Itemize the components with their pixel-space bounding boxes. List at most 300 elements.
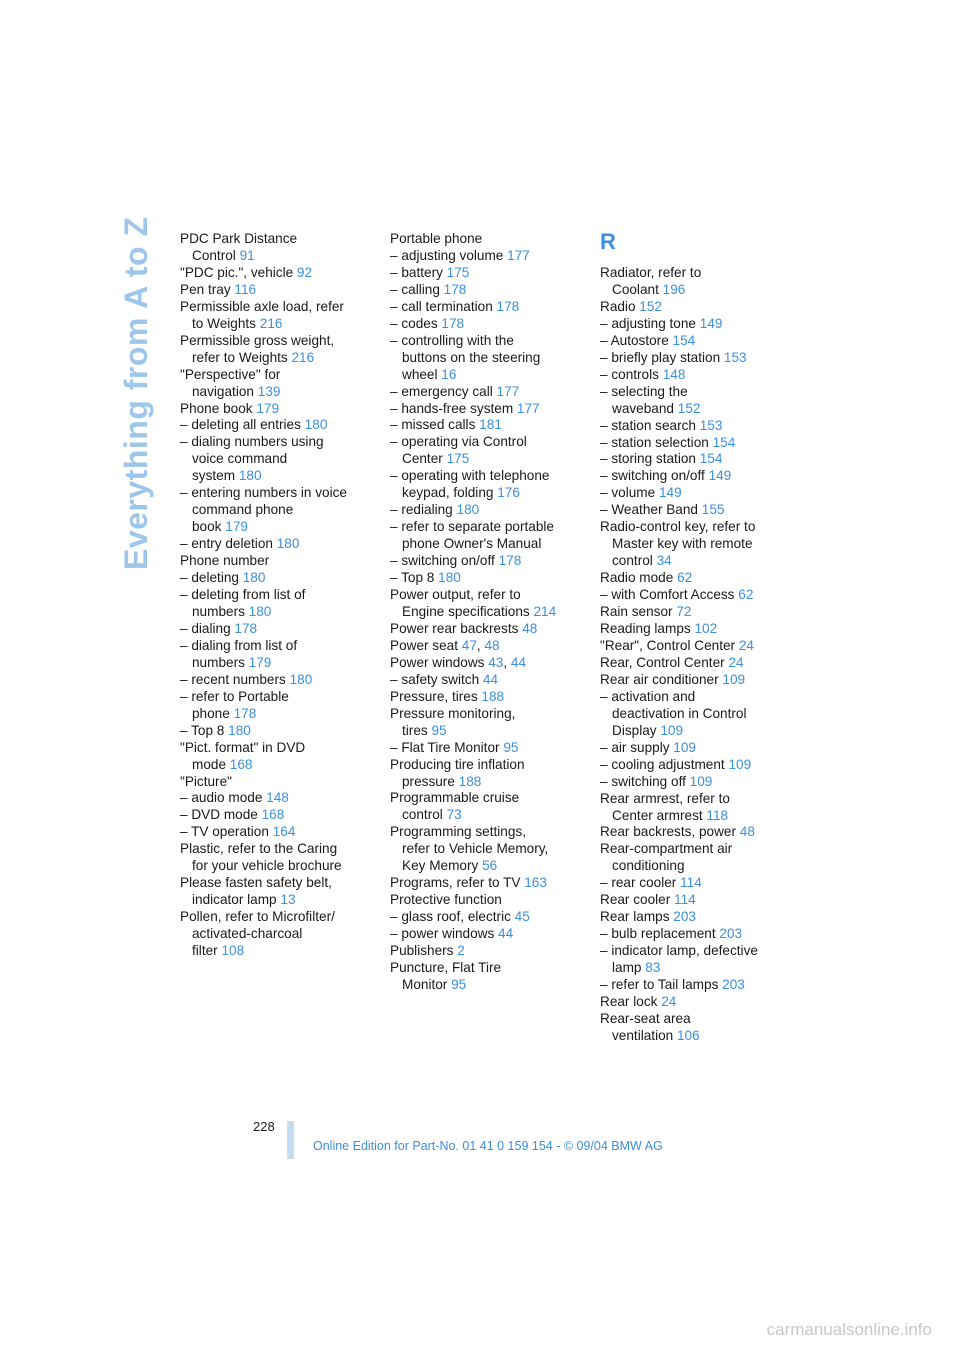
index-entry-text: – operating via Control bbox=[390, 434, 527, 450]
index-entry-text: – calling bbox=[390, 281, 440, 297]
page-reference-link[interactable]: 109 bbox=[656, 722, 684, 738]
index-entry-text: deactivation in Control bbox=[612, 705, 747, 721]
page-reference-link[interactable]: 203 bbox=[715, 926, 743, 942]
index-entry-text: PDC Park Distance bbox=[180, 231, 298, 246]
page-reference-link[interactable]: 44 bbox=[494, 926, 514, 942]
index-entry-text: – emergency call bbox=[390, 383, 493, 399]
chapter-side-title bbox=[118, 216, 158, 570]
page-reference-link[interactable]: 203 bbox=[718, 977, 745, 993]
index-entry bbox=[600, 875, 790, 892]
index-entry-text: buttons on the steering bbox=[402, 349, 541, 365]
page-reference-link[interactable]: 153 bbox=[720, 349, 747, 365]
index-entry bbox=[600, 1011, 790, 1045]
index-entry-text: – deleting from list of bbox=[180, 587, 306, 603]
page-reference-link[interactable]: 180 bbox=[452, 502, 480, 518]
page-reference-link[interactable]: 48 bbox=[736, 824, 755, 840]
page-reference-link[interactable]: 102 bbox=[690, 621, 718, 637]
index-entry bbox=[600, 977, 790, 994]
page-reference-link[interactable]: 163 bbox=[520, 875, 547, 891]
index-entry bbox=[390, 384, 580, 401]
index-entry-text: ventilation bbox=[612, 1027, 674, 1043]
index-entry-text: for your vehicle brochure bbox=[192, 858, 342, 874]
index-entry-text: "Perspective" for bbox=[180, 366, 281, 382]
page-reference-link[interactable]: 179 bbox=[252, 400, 280, 416]
page-reference-link[interactable]: 95 bbox=[499, 739, 519, 755]
index-entry bbox=[180, 282, 370, 299]
page-reference-link[interactable]: 164 bbox=[268, 824, 296, 840]
index-entry bbox=[180, 553, 370, 570]
page-reference-link[interactable]: 48 bbox=[518, 620, 538, 636]
index-entry-text: Master key with remote bbox=[612, 536, 753, 552]
index-entry-text: Phone number bbox=[180, 553, 270, 569]
page-reference-link[interactable]: 95 bbox=[447, 976, 467, 992]
page-reference-link[interactable]: 178 bbox=[229, 705, 257, 721]
page-reference-link[interactable]: 177 bbox=[503, 247, 530, 263]
index-entry-text: Rear air conditioner bbox=[600, 671, 719, 687]
index-entry-text: "Picture" bbox=[180, 773, 232, 789]
index-entry-text: Reading lamps bbox=[600, 621, 691, 637]
index-entry-text: – power windows bbox=[390, 926, 495, 942]
page-reference-link[interactable]: 155 bbox=[698, 502, 725, 518]
index-entry-text: Power seat bbox=[390, 637, 459, 653]
index-entry-text: navigation bbox=[192, 383, 254, 399]
index-entry bbox=[600, 350, 790, 367]
index-entry-text: Rain sensor bbox=[600, 604, 673, 620]
page-reference-link[interactable]: 175 bbox=[442, 264, 470, 280]
index-entry bbox=[600, 604, 790, 621]
page-reference-link[interactable]: 45 bbox=[510, 909, 530, 925]
page-reference-link[interactable]: 180 bbox=[285, 671, 313, 687]
index-entry bbox=[180, 434, 370, 485]
page-reference-link[interactable]: 24 bbox=[657, 993, 677, 1009]
index-entry-text: – codes bbox=[390, 315, 438, 331]
page-reference-link[interactable]: 149 bbox=[696, 315, 723, 331]
index-entry-text: Rear lamps bbox=[600, 909, 670, 925]
index-entry bbox=[600, 926, 790, 943]
page-reference-link[interactable]: 44 bbox=[507, 654, 527, 670]
index-entry-text: – selecting the bbox=[600, 383, 688, 399]
index-entry bbox=[390, 740, 580, 757]
index-entry bbox=[600, 485, 790, 502]
index-entry-text: – volume bbox=[600, 485, 656, 501]
page-reference-link[interactable]: 24 bbox=[724, 654, 744, 670]
page-reference-link[interactable]: 56 bbox=[478, 858, 498, 874]
page-reference-link[interactable]: 180 bbox=[238, 570, 266, 586]
index-entry bbox=[390, 299, 580, 316]
index-entry bbox=[390, 587, 580, 621]
index-entry-text: Power output, refer to bbox=[390, 587, 521, 603]
index-entry-text: conditioning bbox=[612, 858, 685, 874]
index-entry bbox=[390, 875, 580, 892]
index-entry bbox=[390, 960, 580, 994]
index-entry-text: command phone bbox=[192, 502, 294, 518]
index-entry-text: – storing station bbox=[600, 451, 696, 467]
index-entry-text: – Flat Tire Monitor bbox=[390, 739, 500, 755]
index-entry bbox=[600, 333, 790, 350]
index-entry-text: Power rear backrests bbox=[390, 620, 519, 636]
index-entry bbox=[600, 774, 790, 791]
page-reference-link[interactable]: 95 bbox=[427, 722, 447, 738]
index-entry-text: Rear lock bbox=[600, 993, 658, 1009]
chapter-title-text: Everything from A to Z bbox=[118, 216, 154, 570]
index-entry-text: – rear cooler bbox=[600, 875, 677, 891]
index-entry-text: indicator lamp bbox=[192, 892, 277, 908]
page-reference-link[interactable]: 188 bbox=[454, 773, 482, 789]
index-entry bbox=[600, 909, 790, 926]
index-entry-text: – battery bbox=[390, 264, 443, 280]
index-entry-text: Please fasten safety belt, bbox=[180, 875, 332, 891]
page-reference-link[interactable]: 149 bbox=[655, 485, 682, 501]
index-entry bbox=[180, 333, 370, 367]
page-reference-link[interactable]: 179 bbox=[221, 519, 248, 535]
index-entry-text: Center armrest bbox=[612, 807, 703, 823]
page-reference-link[interactable]: 92 bbox=[293, 264, 313, 280]
index-entry-text: – air supply bbox=[600, 739, 670, 755]
page-reference-link[interactable]: 180 bbox=[300, 417, 328, 433]
index-entry-text: – DVD mode bbox=[180, 807, 258, 823]
index-entry-text: – switching on/off bbox=[390, 553, 495, 569]
index-entry-text: – operating with telephone bbox=[390, 468, 550, 484]
index-entry bbox=[180, 909, 370, 960]
index-entry: Power windows 43, 44 bbox=[390, 654, 527, 670]
index-entry-text: Pressure, tires bbox=[390, 688, 478, 704]
index-entry bbox=[390, 790, 580, 824]
index-entry bbox=[390, 502, 580, 519]
index-entry bbox=[180, 570, 370, 587]
index-entry-text: – controls bbox=[600, 366, 659, 382]
index-entry-text: – station search bbox=[600, 417, 696, 433]
page-reference-link[interactable]: 168 bbox=[226, 756, 253, 772]
index-entry-text: – dialing from list of bbox=[180, 637, 298, 653]
page-reference-link[interactable]: 109 bbox=[685, 773, 713, 789]
page-reference-link[interactable]: 83 bbox=[641, 960, 661, 976]
page-reference-link[interactable]: 149 bbox=[704, 468, 732, 484]
page-reference-link[interactable]: 154 bbox=[668, 332, 696, 348]
index-entry bbox=[180, 231, 370, 265]
index-entry bbox=[390, 570, 580, 587]
index-entry-text: – Top 8 bbox=[390, 570, 435, 586]
page-reference-link[interactable]: 152 bbox=[635, 298, 662, 314]
page-reference-link[interactable]: 176 bbox=[493, 485, 520, 501]
index-entry-text: Permissible gross weight, bbox=[180, 332, 335, 348]
index-entry-text: lamp bbox=[612, 960, 642, 976]
index-entry-text: – dialing bbox=[180, 620, 231, 636]
index-entry-text: – TV operation bbox=[180, 824, 269, 840]
index-entry-text: Coolant bbox=[612, 281, 659, 297]
index-entry-text: filter bbox=[192, 943, 218, 959]
page-reference-link[interactable]: 178 bbox=[494, 553, 522, 569]
index-entry bbox=[180, 417, 370, 434]
index-entry-text: Power windows bbox=[390, 654, 485, 670]
index-entry-text: "Rear", Control Center bbox=[600, 637, 736, 653]
index-entry-text: – switching on/off bbox=[600, 468, 705, 484]
index-entry-text: activated-charcoal bbox=[192, 926, 303, 942]
index-entry bbox=[600, 943, 790, 977]
index-entry-text: – switching off bbox=[600, 773, 686, 789]
index-entry bbox=[180, 367, 370, 401]
index-entry bbox=[390, 519, 580, 553]
index-entry-text: Radio bbox=[600, 298, 636, 314]
page-reference-link[interactable]: 177 bbox=[492, 383, 520, 399]
page-reference-link[interactable]: 16 bbox=[437, 366, 457, 382]
index-entry bbox=[180, 841, 370, 875]
index-entry bbox=[600, 587, 790, 604]
index-entry-text: Radiator, refer to bbox=[600, 265, 702, 280]
page-reference-link[interactable]: 47 bbox=[458, 637, 477, 653]
index-entry bbox=[180, 807, 370, 824]
page-reference-link[interactable]: 181 bbox=[475, 417, 502, 433]
index-entry bbox=[390, 553, 580, 570]
page-reference-link[interactable]: 118 bbox=[702, 807, 729, 823]
index-entry-text: – entering numbers in voice bbox=[180, 485, 347, 501]
index-entry-text: tires bbox=[402, 722, 428, 738]
index-entry-text: Key Memory bbox=[402, 858, 479, 874]
index-entry bbox=[600, 740, 790, 757]
index-column-1 bbox=[180, 231, 370, 960]
page-reference-link[interactable]: 216 bbox=[255, 315, 283, 331]
index-entry-text: control bbox=[402, 807, 443, 823]
index-entry bbox=[600, 841, 790, 875]
index-entry-text: – audio mode bbox=[180, 790, 263, 806]
page-reference-link[interactable]: 179 bbox=[244, 654, 272, 670]
index-entry bbox=[390, 434, 580, 468]
index-entry bbox=[180, 740, 370, 774]
index-entry-text: Programmable cruise bbox=[390, 790, 520, 806]
index-entry bbox=[180, 485, 370, 536]
page-reference-link[interactable]: 175 bbox=[442, 451, 470, 467]
index-entry-text: Rear-seat area bbox=[600, 1010, 691, 1026]
page-reference-link[interactable]: 62 bbox=[734, 587, 754, 603]
index-entry bbox=[600, 468, 790, 485]
index-entry-text: Publishers bbox=[390, 943, 454, 959]
page-reference-link[interactable]: 153 bbox=[695, 417, 723, 433]
index-entry-text: Pressure monitoring, bbox=[390, 705, 516, 721]
index-entry-text: voice command bbox=[192, 451, 288, 467]
page-reference-link[interactable]: 108 bbox=[217, 943, 245, 959]
page-reference-link[interactable]: 154 bbox=[708, 434, 736, 450]
page-reference-link[interactable]: 188 bbox=[477, 688, 505, 704]
index-entry: Power seat 47, 48 bbox=[390, 637, 500, 653]
page-reference-link[interactable]: 109 bbox=[718, 671, 746, 687]
index-entry-text: "PDC pic.", vehicle bbox=[180, 264, 294, 280]
index-entry bbox=[390, 265, 580, 282]
page-reference-link[interactable]: 180 bbox=[272, 536, 300, 552]
page-reference-link[interactable]: 139 bbox=[253, 383, 281, 399]
index-entry-text: refer to Weights bbox=[192, 349, 288, 365]
index-entry-text: Monitor bbox=[402, 976, 448, 992]
page-reference-link[interactable]: 62 bbox=[673, 570, 693, 586]
page-reference-link[interactable]: 168 bbox=[257, 807, 285, 823]
page-reference-link[interactable]: 148 bbox=[262, 790, 289, 806]
index-entry bbox=[180, 723, 370, 740]
index-entry-text: – with Comfort Access bbox=[600, 587, 735, 603]
index-entry-text: – station selection bbox=[600, 434, 709, 450]
index-entry-text: Control bbox=[192, 247, 236, 263]
index-entry bbox=[180, 689, 370, 723]
index-entry bbox=[180, 774, 370, 791]
index-entry-text: mode bbox=[192, 756, 227, 772]
page-reference-link[interactable]: 180 bbox=[244, 603, 272, 619]
index-entry bbox=[600, 519, 790, 570]
footer-edition-note: Online Edition for Part-No. 01 41 0 159 154 - © 09/04 BMW AG bbox=[313, 1139, 663, 1153]
index-entry-text: Rear backrests, power bbox=[600, 824, 736, 840]
index-entry-text: – bulb replacement bbox=[600, 926, 716, 942]
index-entry bbox=[600, 892, 790, 909]
index-entry-text: – deleting bbox=[180, 570, 239, 586]
index-entry bbox=[390, 706, 580, 740]
index-entry-text: Rear, Control Center bbox=[600, 654, 725, 670]
index-entry bbox=[390, 621, 580, 638]
index-entry-text: – missed calls bbox=[390, 417, 476, 433]
page-reference-link[interactable]: 180 bbox=[235, 468, 262, 484]
page-reference-link[interactable]: 216 bbox=[287, 349, 315, 365]
index-entry-text: numbers bbox=[192, 654, 245, 670]
index-entry bbox=[180, 265, 370, 282]
page-reference-link[interactable]: 72 bbox=[672, 604, 692, 620]
page-reference-link[interactable]: 196 bbox=[658, 281, 686, 297]
page-reference-link[interactable]: 48 bbox=[480, 637, 500, 653]
index-entry-text: – adjusting tone bbox=[600, 315, 696, 331]
index-entry-text: wheel bbox=[402, 366, 438, 382]
index-entry-text: waveband bbox=[612, 400, 674, 416]
index-entry bbox=[600, 672, 790, 689]
index-entry bbox=[390, 333, 580, 384]
index-entry-text: Rear-compartment air bbox=[600, 841, 733, 857]
index-entry-text: – Weather Band bbox=[600, 502, 698, 518]
index-entry bbox=[390, 248, 580, 265]
index-entry-text: Radio-control key, refer to bbox=[600, 519, 756, 535]
index-entry bbox=[600, 638, 790, 655]
site-watermark: carmanualsonline.info bbox=[766, 1320, 932, 1339]
page-reference-link[interactable]: 214 bbox=[529, 603, 557, 619]
index-entry-text: Producing tire inflation bbox=[390, 756, 525, 772]
page-reference-link[interactable]: 34 bbox=[652, 553, 672, 569]
index-entry-text: – hands-free system bbox=[390, 400, 514, 416]
index-entry-text: – entry deletion bbox=[180, 536, 273, 552]
page-number: 228 bbox=[253, 1119, 275, 1134]
index-entry-text: – safety switch bbox=[390, 671, 480, 687]
page-reference-link[interactable]: 116 bbox=[230, 281, 257, 297]
page-reference-link[interactable]: 114 bbox=[670, 892, 696, 908]
page-reference-link[interactable]: 154 bbox=[695, 451, 723, 467]
index-entry-text: Plastic, refer to the Caring bbox=[180, 841, 338, 857]
index-entry bbox=[180, 299, 370, 333]
index-entry bbox=[600, 994, 790, 1011]
index-entry-text: Programs, refer to TV bbox=[390, 875, 521, 891]
index-entry bbox=[600, 435, 790, 452]
index-entry bbox=[600, 621, 790, 638]
page-reference-link[interactable]: 109 bbox=[669, 739, 696, 755]
index-entry-text: control bbox=[612, 553, 653, 569]
index-entry bbox=[600, 367, 790, 384]
page-reference-link[interactable]: 2 bbox=[453, 943, 465, 959]
page-reference-link[interactable]: 148 bbox=[658, 366, 686, 382]
page-reference-link[interactable]: 180 bbox=[434, 570, 461, 586]
index-entry bbox=[180, 875, 370, 909]
index-entry-text: Protective function bbox=[390, 892, 502, 908]
index-entry-text: Engine specifications bbox=[402, 603, 530, 619]
page-reference-link[interactable]: 106 bbox=[673, 1027, 700, 1043]
index-entry-text: Programming settings, bbox=[390, 824, 526, 840]
index-entry bbox=[600, 570, 790, 587]
index-entry bbox=[390, 909, 580, 926]
index-entry-text: Puncture, Flat Tire bbox=[390, 959, 502, 975]
index-entry-text: – refer to Portable bbox=[180, 688, 289, 704]
page-reference-link[interactable]: 180 bbox=[224, 722, 251, 738]
index-entry bbox=[390, 231, 580, 248]
index-entry bbox=[180, 672, 370, 689]
index-entry-text: "Pict. format" in DVD bbox=[180, 739, 306, 755]
index-entry-text: – briefly play station bbox=[600, 349, 721, 365]
index-entry-text: pressure bbox=[402, 773, 455, 789]
index-entry-text: – call termination bbox=[390, 298, 493, 314]
index-entry-text: Pen tray bbox=[180, 281, 231, 297]
index-entry-text: Pollen, refer to Microfilter/ bbox=[180, 909, 335, 925]
index-entry bbox=[600, 791, 790, 825]
index-entry-text: phone Owner's Manual bbox=[402, 536, 542, 552]
index-entry-text: Center bbox=[402, 451, 443, 467]
page-reference-link[interactable]: 114 bbox=[676, 875, 702, 891]
index-entry bbox=[180, 536, 370, 553]
page-reference-link[interactable]: 73 bbox=[442, 807, 462, 823]
page-reference-link[interactable]: 178 bbox=[230, 620, 258, 636]
index-entry bbox=[390, 824, 580, 875]
index-entry bbox=[390, 468, 580, 502]
index-entry bbox=[180, 824, 370, 841]
index-entry bbox=[600, 265, 790, 299]
index-entry bbox=[600, 316, 790, 333]
page-reference-link[interactable]: 178 bbox=[439, 281, 467, 297]
index-entry bbox=[390, 316, 580, 333]
index-entry bbox=[600, 299, 790, 316]
page-reference-link[interactable]: 43 bbox=[484, 654, 504, 670]
index-entry bbox=[180, 638, 370, 672]
index-entry-text: system bbox=[192, 468, 236, 484]
page-reference-link[interactable]: 152 bbox=[673, 400, 701, 416]
index-entry-text: – Top 8 bbox=[180, 722, 225, 738]
index-entry-text: – cooling adjustment bbox=[600, 756, 725, 772]
index-entry-text: numbers bbox=[192, 603, 245, 619]
page-reference-link[interactable]: 24 bbox=[735, 637, 754, 653]
index-entry-text: – refer to separate portable bbox=[390, 519, 554, 535]
footer-accent-bar bbox=[287, 1121, 294, 1159]
page-reference-link[interactable]: 178 bbox=[492, 298, 520, 314]
page-reference-link[interactable]: 44 bbox=[479, 671, 499, 687]
index-entry bbox=[390, 943, 580, 960]
index-entry bbox=[180, 587, 370, 621]
page-reference-link[interactable]: 13 bbox=[276, 892, 296, 908]
page-reference-link[interactable]: 203 bbox=[669, 909, 696, 925]
index-entry-text: – adjusting volume bbox=[390, 247, 504, 263]
page-reference-link[interactable]: 109 bbox=[724, 756, 752, 772]
page-reference-link[interactable]: 178 bbox=[437, 315, 465, 331]
index-entry bbox=[180, 621, 370, 638]
index-entry-text: – redialing bbox=[390, 502, 453, 518]
index-entry-text: book bbox=[192, 519, 222, 535]
index-entry-text: Display bbox=[612, 722, 657, 738]
index-entry-text: – glass roof, electric bbox=[390, 909, 511, 925]
page-reference-link[interactable]: 177 bbox=[513, 400, 540, 416]
index-entry-text: refer to Vehicle Memory, bbox=[402, 841, 549, 857]
index-entry bbox=[600, 757, 790, 774]
index-entry bbox=[180, 401, 370, 418]
index-entry-text: Radio mode bbox=[600, 570, 674, 586]
index-entry-text: – recent numbers bbox=[180, 671, 286, 687]
index-entry-text: – refer to Tail lamps bbox=[600, 977, 719, 993]
index-column-2 bbox=[390, 231, 580, 994]
page-reference-link[interactable]: 91 bbox=[235, 247, 255, 263]
index-entry bbox=[390, 689, 580, 706]
